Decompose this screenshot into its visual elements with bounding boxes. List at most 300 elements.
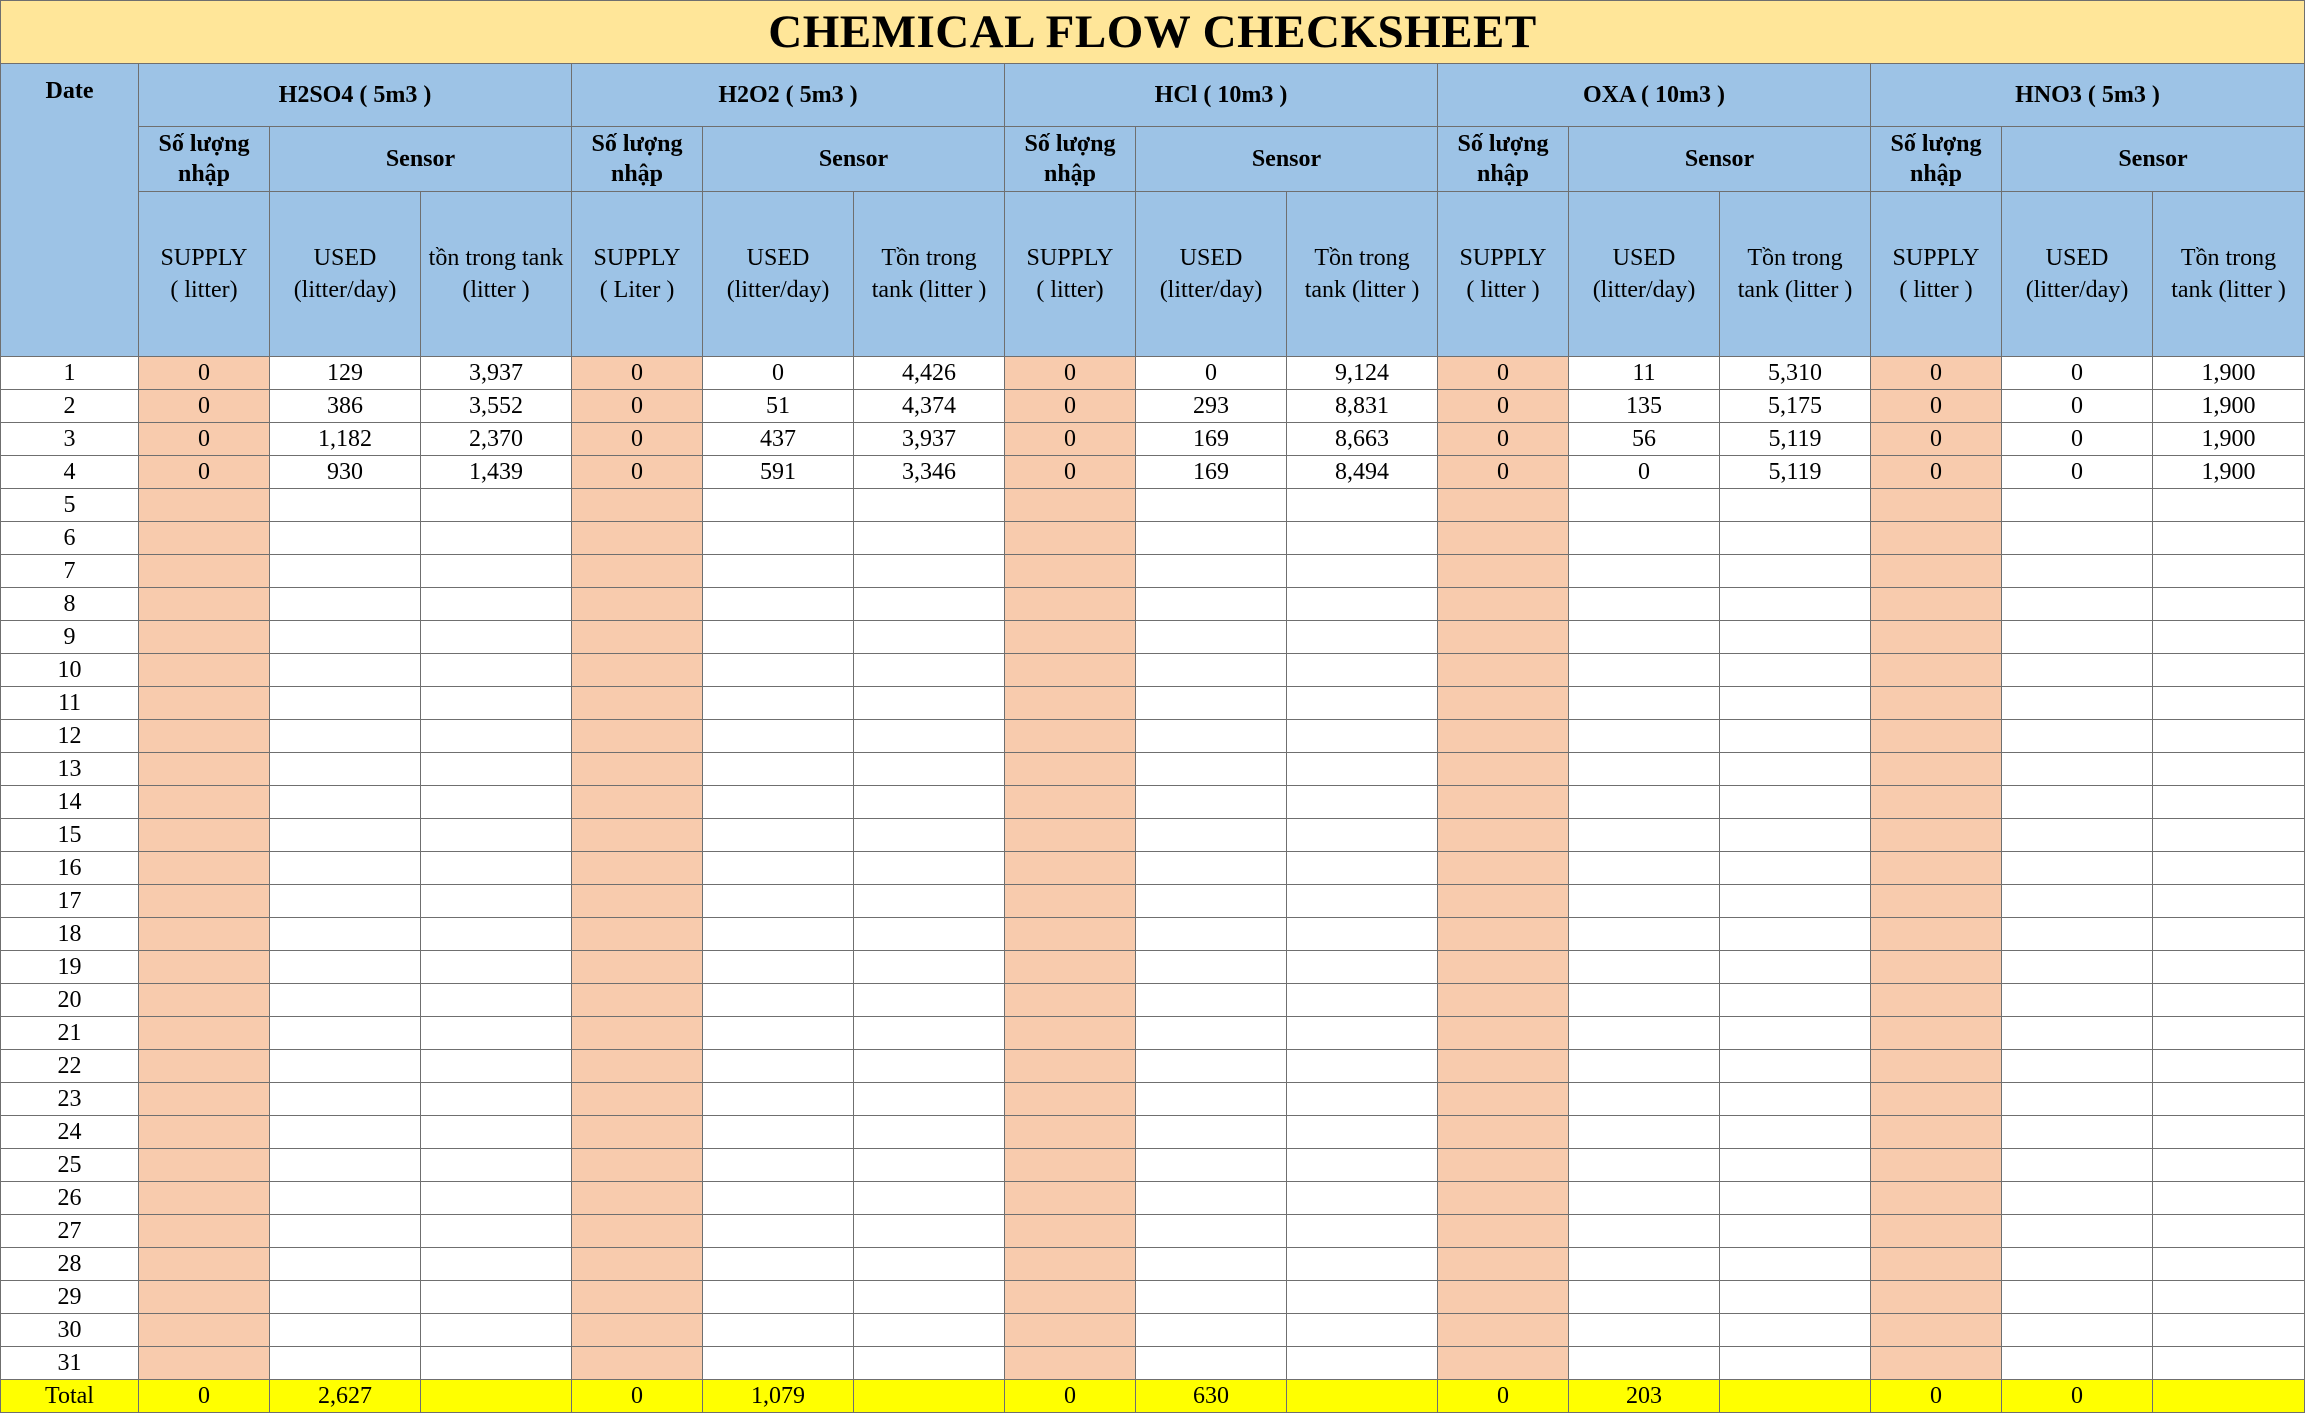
used-column-header[interactable] <box>703 192 854 357</box>
used-cell[interactable] <box>2002 489 2153 522</box>
used-cell[interactable] <box>1136 1314 1287 1347</box>
supply-cell[interactable] <box>139 1314 270 1347</box>
used-cell[interactable] <box>1136 1083 1287 1116</box>
supply-cell[interactable] <box>1005 1215 1136 1248</box>
used-cell[interactable]: 0 <box>703 357 854 390</box>
used-cell[interactable] <box>703 1017 854 1050</box>
tank-cell[interactable] <box>854 654 1005 687</box>
used-cell[interactable] <box>1136 1182 1287 1215</box>
used-cell[interactable] <box>703 687 854 720</box>
used-cell[interactable]: 135 <box>1569 390 1720 423</box>
tank-cell[interactable] <box>1720 1347 1871 1380</box>
used-cell[interactable] <box>2002 1248 2153 1281</box>
supply-cell[interactable] <box>572 984 703 1017</box>
used-cell[interactable]: 293 <box>1136 390 1287 423</box>
used-cell[interactable] <box>270 1149 421 1182</box>
supply-cell[interactable] <box>1438 1347 1569 1380</box>
supply-cell[interactable] <box>139 489 270 522</box>
used-cell[interactable] <box>703 984 854 1017</box>
tank-cell[interactable] <box>421 1182 572 1215</box>
supply-cell[interactable]: 0 <box>572 456 703 489</box>
supply-cell[interactable]: 0 <box>572 357 703 390</box>
supply-cell[interactable] <box>1005 1281 1136 1314</box>
used-cell[interactable] <box>1569 1347 1720 1380</box>
used-cell[interactable] <box>1569 489 1720 522</box>
tank-cell[interactable]: 1,900 <box>2153 357 2305 390</box>
supply-cell[interactable] <box>572 720 703 753</box>
used-cell[interactable] <box>2002 555 2153 588</box>
tank-cell[interactable] <box>854 753 1005 786</box>
used-cell[interactable] <box>2002 819 2153 852</box>
used-cell[interactable] <box>703 654 854 687</box>
sensor-header[interactable]: Sensor <box>1136 127 1438 192</box>
chemical-header[interactable]: HNO3 ( 5m3 ) <box>1871 64 2305 127</box>
tank-cell[interactable] <box>1287 654 1438 687</box>
tank-cell[interactable] <box>421 819 572 852</box>
quantity-import-header[interactable] <box>1438 127 1569 192</box>
used-cell[interactable]: 0 <box>2002 390 2153 423</box>
supply-cell[interactable] <box>139 1149 270 1182</box>
supply-column-header[interactable] <box>572 192 703 357</box>
supply-cell[interactable] <box>1871 1017 2002 1050</box>
date-cell[interactable]: 5 <box>1 489 139 522</box>
date-cell[interactable]: 11 <box>1 687 139 720</box>
used-cell[interactable] <box>1136 621 1287 654</box>
supply-cell[interactable]: 0 <box>572 423 703 456</box>
supply-cell[interactable] <box>1438 1017 1569 1050</box>
used-cell[interactable] <box>1569 1248 1720 1281</box>
used-cell[interactable] <box>2002 885 2153 918</box>
supply-cell[interactable] <box>572 819 703 852</box>
tank-cell[interactable]: 1,439 <box>421 456 572 489</box>
used-cell[interactable] <box>2002 1314 2153 1347</box>
used-cell[interactable] <box>1136 555 1287 588</box>
tank-cell[interactable] <box>1720 720 1871 753</box>
supply-cell[interactable] <box>572 555 703 588</box>
sensor-header[interactable]: Sensor <box>270 127 572 192</box>
tank-cell[interactable] <box>1720 819 1871 852</box>
used-cell[interactable] <box>1569 885 1720 918</box>
supply-cell[interactable] <box>1871 588 2002 621</box>
tank-cell[interactable] <box>2153 918 2305 951</box>
date-cell[interactable]: 12 <box>1 720 139 753</box>
used-cell[interactable] <box>270 588 421 621</box>
tank-cell[interactable]: 8,663 <box>1287 423 1438 456</box>
tank-cell[interactable] <box>1720 687 1871 720</box>
date-cell[interactable]: 19 <box>1 951 139 984</box>
tank-cell[interactable] <box>854 687 1005 720</box>
supply-cell[interactable] <box>1871 654 2002 687</box>
tank-cell[interactable] <box>2153 1083 2305 1116</box>
total-cell[interactable]: 0 <box>1438 1380 1569 1413</box>
supply-cell[interactable] <box>572 1347 703 1380</box>
date-cell[interactable]: 8 <box>1 588 139 621</box>
supply-cell[interactable] <box>1005 1083 1136 1116</box>
date-cell[interactable]: 26 <box>1 1182 139 1215</box>
supply-cell[interactable] <box>1005 1050 1136 1083</box>
supply-cell[interactable]: 0 <box>1438 423 1569 456</box>
tank-cell[interactable] <box>421 852 572 885</box>
tank-cell[interactable] <box>1720 522 1871 555</box>
used-cell[interactable]: 1,182 <box>270 423 421 456</box>
tank-cell[interactable] <box>2153 1017 2305 1050</box>
supply-cell[interactable]: 0 <box>1871 357 2002 390</box>
tank-cell[interactable] <box>421 1050 572 1083</box>
total-cell[interactable] <box>1720 1380 1871 1413</box>
supply-cell[interactable] <box>1005 984 1136 1017</box>
tank-cell[interactable] <box>1720 654 1871 687</box>
tank-cell[interactable] <box>1287 786 1438 819</box>
supply-cell[interactable]: 0 <box>1438 390 1569 423</box>
used-cell[interactable] <box>1136 1347 1287 1380</box>
supply-cell[interactable] <box>1871 522 2002 555</box>
tank-cell[interactable] <box>421 687 572 720</box>
used-cell[interactable]: 437 <box>703 423 854 456</box>
tank-cell[interactable]: 8,831 <box>1287 390 1438 423</box>
total-cell[interactable]: 0 <box>2002 1380 2153 1413</box>
tank-cell[interactable] <box>421 1017 572 1050</box>
used-cell[interactable] <box>703 918 854 951</box>
date-cell[interactable]: 1 <box>1 357 139 390</box>
used-cell[interactable] <box>1569 555 1720 588</box>
used-cell[interactable] <box>1136 1017 1287 1050</box>
supply-column-header[interactable] <box>1438 192 1569 357</box>
date-cell[interactable]: 28 <box>1 1248 139 1281</box>
tank-cell[interactable] <box>2153 1050 2305 1083</box>
supply-cell[interactable] <box>1005 819 1136 852</box>
tank-cell[interactable]: 5,119 <box>1720 423 1871 456</box>
date-cell[interactable]: 6 <box>1 522 139 555</box>
tank-cell[interactable] <box>421 753 572 786</box>
supply-cell[interactable]: 0 <box>1005 423 1136 456</box>
total-cell[interactable] <box>2153 1380 2305 1413</box>
tank-cell[interactable] <box>854 918 1005 951</box>
supply-cell[interactable] <box>1871 1314 2002 1347</box>
supply-cell[interactable] <box>1438 1149 1569 1182</box>
date-cell[interactable]: 10 <box>1 654 139 687</box>
used-cell[interactable] <box>2002 1050 2153 1083</box>
tank-cell[interactable] <box>1287 687 1438 720</box>
used-cell[interactable] <box>1569 918 1720 951</box>
tank-cell[interactable] <box>421 489 572 522</box>
used-cell[interactable] <box>270 786 421 819</box>
used-cell[interactable] <box>270 720 421 753</box>
tank-cell[interactable] <box>854 1347 1005 1380</box>
used-cell[interactable] <box>703 885 854 918</box>
supply-cell[interactable] <box>572 1281 703 1314</box>
tank-cell[interactable] <box>421 918 572 951</box>
tank-cell[interactable] <box>854 786 1005 819</box>
tank-cell[interactable] <box>2153 687 2305 720</box>
used-cell[interactable] <box>703 1182 854 1215</box>
quantity-import-header[interactable] <box>139 127 270 192</box>
date-cell[interactable]: 9 <box>1 621 139 654</box>
used-cell[interactable] <box>703 786 854 819</box>
tank-cell[interactable] <box>421 588 572 621</box>
tank-cell[interactable] <box>421 984 572 1017</box>
supply-cell[interactable] <box>139 1182 270 1215</box>
supply-cell[interactable] <box>1005 1116 1136 1149</box>
tank-cell[interactable] <box>1287 555 1438 588</box>
supply-cell[interactable] <box>1871 819 2002 852</box>
supply-cell[interactable] <box>1005 1314 1136 1347</box>
used-column-header[interactable] <box>2002 192 2153 357</box>
tank-cell[interactable] <box>854 1116 1005 1149</box>
used-cell[interactable] <box>703 1083 854 1116</box>
used-cell[interactable] <box>1569 588 1720 621</box>
supply-cell[interactable]: 0 <box>572 390 703 423</box>
chemical-header[interactable]: H2SO4 ( 5m3 ) <box>139 64 572 127</box>
tank-cell[interactable] <box>854 1050 1005 1083</box>
used-cell[interactable] <box>270 621 421 654</box>
tank-cell[interactable] <box>1287 1149 1438 1182</box>
supply-cell[interactable] <box>1438 885 1569 918</box>
supply-cell[interactable] <box>1438 951 1569 984</box>
supply-cell[interactable] <box>572 1182 703 1215</box>
tank-cell[interactable] <box>854 588 1005 621</box>
used-cell[interactable] <box>270 918 421 951</box>
tank-cell[interactable] <box>421 1083 572 1116</box>
used-cell[interactable] <box>1569 1281 1720 1314</box>
supply-cell[interactable]: 0 <box>139 456 270 489</box>
supply-cell[interactable] <box>1005 522 1136 555</box>
supply-cell[interactable]: 0 <box>1005 357 1136 390</box>
used-cell[interactable] <box>1136 1116 1287 1149</box>
supply-cell[interactable] <box>1871 1182 2002 1215</box>
total-cell[interactable]: 0 <box>139 1380 270 1413</box>
used-cell[interactable] <box>270 1017 421 1050</box>
tank-cell[interactable] <box>2153 555 2305 588</box>
tank-cell[interactable] <box>854 951 1005 984</box>
used-cell[interactable] <box>1136 852 1287 885</box>
supply-cell[interactable] <box>1005 1182 1136 1215</box>
used-cell[interactable]: 169 <box>1136 423 1287 456</box>
used-cell[interactable] <box>1136 687 1287 720</box>
supply-cell[interactable] <box>1438 1116 1569 1149</box>
tank-cell[interactable] <box>1287 621 1438 654</box>
supply-cell[interactable] <box>1871 753 2002 786</box>
chemical-header[interactable]: OXA ( 10m3 ) <box>1438 64 1871 127</box>
date-cell[interactable]: 27 <box>1 1215 139 1248</box>
used-cell[interactable] <box>2002 1083 2153 1116</box>
tank-cell[interactable] <box>1720 555 1871 588</box>
tank-cell[interactable] <box>1287 984 1438 1017</box>
supply-cell[interactable] <box>572 1017 703 1050</box>
used-cell[interactable] <box>2002 1116 2153 1149</box>
used-cell[interactable] <box>270 852 421 885</box>
tank-cell[interactable] <box>2153 786 2305 819</box>
used-cell[interactable] <box>2002 786 2153 819</box>
supply-cell[interactable] <box>1871 1050 2002 1083</box>
supply-cell[interactable] <box>572 885 703 918</box>
supply-cell[interactable] <box>139 1116 270 1149</box>
used-cell[interactable]: 0 <box>1569 456 1720 489</box>
tank-cell[interactable] <box>2153 621 2305 654</box>
supply-cell[interactable] <box>139 1248 270 1281</box>
supply-cell[interactable] <box>572 951 703 984</box>
supply-cell[interactable] <box>572 1314 703 1347</box>
date-cell[interactable]: 17 <box>1 885 139 918</box>
date-cell[interactable]: 2 <box>1 390 139 423</box>
used-cell[interactable] <box>2002 1017 2153 1050</box>
tank-cell[interactable]: 8,494 <box>1287 456 1438 489</box>
supply-cell[interactable] <box>139 522 270 555</box>
used-cell[interactable] <box>1569 1314 1720 1347</box>
used-cell[interactable] <box>1569 1017 1720 1050</box>
used-cell[interactable] <box>270 1116 421 1149</box>
tank-cell[interactable] <box>421 1281 572 1314</box>
used-cell[interactable] <box>270 522 421 555</box>
used-cell[interactable] <box>2002 522 2153 555</box>
sensor-header[interactable]: Sensor <box>1569 127 1871 192</box>
supply-cell[interactable]: 0 <box>1005 456 1136 489</box>
used-cell[interactable] <box>270 1314 421 1347</box>
supply-cell[interactable] <box>1871 555 2002 588</box>
supply-cell[interactable] <box>1438 1083 1569 1116</box>
supply-cell[interactable] <box>572 654 703 687</box>
tank-cell[interactable] <box>421 555 572 588</box>
date-cell[interactable]: 24 <box>1 1116 139 1149</box>
tank-cell[interactable] <box>421 1314 572 1347</box>
supply-cell[interactable] <box>1871 885 2002 918</box>
total-cell[interactable]: 0 <box>1005 1380 1136 1413</box>
tank-cell[interactable] <box>421 1248 572 1281</box>
date-cell[interactable]: 3 <box>1 423 139 456</box>
tank-cell[interactable] <box>1287 852 1438 885</box>
supply-cell[interactable] <box>139 786 270 819</box>
tank-cell[interactable]: 1,900 <box>2153 390 2305 423</box>
supply-cell[interactable] <box>572 522 703 555</box>
used-column-header[interactable] <box>1569 192 1720 357</box>
supply-cell[interactable] <box>1005 918 1136 951</box>
tank-cell[interactable] <box>1287 522 1438 555</box>
supply-cell[interactable] <box>1438 1314 1569 1347</box>
supply-cell[interactable] <box>139 654 270 687</box>
used-cell[interactable]: 0 <box>2002 456 2153 489</box>
used-cell[interactable] <box>703 555 854 588</box>
used-cell[interactable] <box>1136 654 1287 687</box>
supply-cell[interactable] <box>1005 654 1136 687</box>
supply-cell[interactable]: 0 <box>1871 423 2002 456</box>
used-cell[interactable] <box>270 885 421 918</box>
used-cell[interactable] <box>1569 852 1720 885</box>
tank-cell[interactable]: 4,426 <box>854 357 1005 390</box>
used-cell[interactable] <box>1136 588 1287 621</box>
date-cell[interactable]: 7 <box>1 555 139 588</box>
used-cell[interactable] <box>1136 1215 1287 1248</box>
tank-cell[interactable] <box>421 1149 572 1182</box>
tank-column-header[interactable] <box>2153 192 2305 357</box>
supply-cell[interactable] <box>139 951 270 984</box>
tank-cell[interactable] <box>854 1149 1005 1182</box>
supply-cell[interactable] <box>1871 951 2002 984</box>
supply-cell[interactable] <box>1005 951 1136 984</box>
used-cell[interactable] <box>1569 753 1720 786</box>
date-cell[interactable]: 13 <box>1 753 139 786</box>
supply-cell[interactable] <box>1871 852 2002 885</box>
tank-cell[interactable] <box>1720 1182 1871 1215</box>
supply-cell[interactable] <box>1005 687 1136 720</box>
chemical-header[interactable]: HCl ( 10m3 ) <box>1005 64 1438 127</box>
date-cell[interactable]: 20 <box>1 984 139 1017</box>
tank-cell[interactable] <box>1720 1116 1871 1149</box>
date-cell[interactable]: 4 <box>1 456 139 489</box>
used-cell[interactable] <box>703 1149 854 1182</box>
tank-cell[interactable] <box>1287 1248 1438 1281</box>
used-cell[interactable] <box>1136 786 1287 819</box>
used-cell[interactable] <box>703 753 854 786</box>
used-cell[interactable] <box>2002 720 2153 753</box>
used-cell[interactable] <box>2002 852 2153 885</box>
supply-cell[interactable] <box>139 918 270 951</box>
used-cell[interactable] <box>703 852 854 885</box>
supply-cell[interactable]: 0 <box>1438 456 1569 489</box>
used-cell[interactable] <box>1136 522 1287 555</box>
date-cell[interactable]: 25 <box>1 1149 139 1182</box>
tank-cell[interactable] <box>2153 489 2305 522</box>
tank-cell[interactable] <box>421 786 572 819</box>
used-cell[interactable] <box>2002 654 2153 687</box>
supply-cell[interactable] <box>1438 588 1569 621</box>
used-cell[interactable] <box>1136 984 1287 1017</box>
used-cell[interactable]: 51 <box>703 390 854 423</box>
tank-cell[interactable]: 3,937 <box>854 423 1005 456</box>
tank-cell[interactable] <box>1287 720 1438 753</box>
used-cell[interactable] <box>2002 621 2153 654</box>
tank-cell[interactable] <box>1720 951 1871 984</box>
date-cell[interactable]: 14 <box>1 786 139 819</box>
total-cell[interactable]: 203 <box>1569 1380 1720 1413</box>
used-cell[interactable] <box>270 687 421 720</box>
tank-cell[interactable]: 5,175 <box>1720 390 1871 423</box>
tank-cell[interactable] <box>1720 621 1871 654</box>
used-cell[interactable] <box>703 522 854 555</box>
tank-cell[interactable]: 4,374 <box>854 390 1005 423</box>
tank-column-header[interactable] <box>421 192 572 357</box>
supply-cell[interactable] <box>139 621 270 654</box>
used-cell[interactable] <box>703 1314 854 1347</box>
sensor-header[interactable]: Sensor <box>2002 127 2305 192</box>
supply-cell[interactable] <box>1438 1050 1569 1083</box>
tank-cell[interactable] <box>854 720 1005 753</box>
tank-cell[interactable] <box>2153 1182 2305 1215</box>
quantity-import-header[interactable] <box>1005 127 1136 192</box>
total-cell[interactable]: 0 <box>572 1380 703 1413</box>
used-cell[interactable] <box>1136 489 1287 522</box>
tank-cell[interactable] <box>1720 1083 1871 1116</box>
used-cell[interactable] <box>1569 1149 1720 1182</box>
tank-cell[interactable] <box>854 1248 1005 1281</box>
used-cell[interactable] <box>1569 1215 1720 1248</box>
tank-cell[interactable] <box>1720 984 1871 1017</box>
tank-cell[interactable] <box>2153 984 2305 1017</box>
tank-cell[interactable] <box>2153 1281 2305 1314</box>
supply-cell[interactable] <box>572 1149 703 1182</box>
tank-column-header[interactable] <box>854 192 1005 357</box>
supply-cell[interactable] <box>139 687 270 720</box>
used-cell[interactable] <box>703 1347 854 1380</box>
used-cell[interactable] <box>270 1248 421 1281</box>
supply-column-header[interactable] <box>1005 192 1136 357</box>
total-cell[interactable]: 2,627 <box>270 1380 421 1413</box>
date-cell[interactable]: 23 <box>1 1083 139 1116</box>
supply-cell[interactable]: 0 <box>1438 357 1569 390</box>
supply-cell[interactable] <box>1871 984 2002 1017</box>
tank-cell[interactable] <box>1287 753 1438 786</box>
tank-cell[interactable] <box>2153 1248 2305 1281</box>
tank-cell[interactable] <box>1720 852 1871 885</box>
tank-cell[interactable] <box>2153 588 2305 621</box>
